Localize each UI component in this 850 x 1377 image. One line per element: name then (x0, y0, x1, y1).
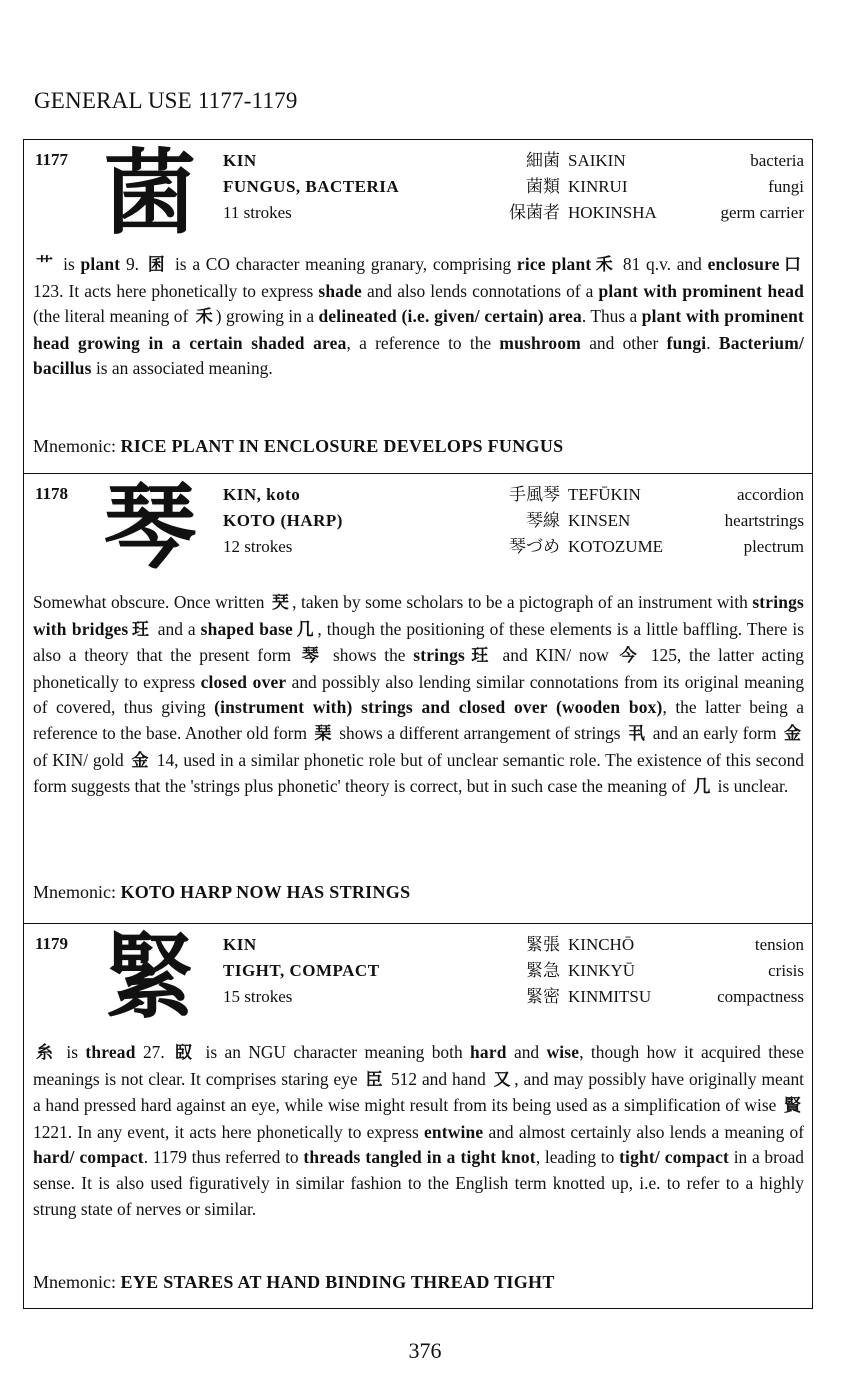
compound-kanji: 手風琴 (509, 485, 560, 505)
compound-kanji: 保菌者 (509, 203, 560, 223)
mnemonic (33, 1272, 555, 1293)
compound-romaji: KINMITSU (568, 987, 652, 1006)
compound-list (482, 932, 804, 1010)
headword-kanji: 緊 (103, 924, 196, 1031)
compound-romaji: KINSEN (568, 511, 631, 530)
entry-meta (223, 482, 343, 560)
compound-kanji: 緊密 (526, 987, 560, 1007)
compound-kanji: 緊急 (526, 961, 560, 981)
compound-kanji: 緊張 (526, 935, 560, 955)
compound-gloss: heartstrings (724, 511, 804, 530)
mnemonic-label: Mnemonic: (33, 882, 116, 902)
meaning: TIGHT, COMPACT (223, 961, 380, 980)
headword-kanji: 琴 (103, 474, 196, 581)
reading: KIN, koto (223, 485, 301, 504)
headword-kanji: 菌 (103, 140, 196, 247)
entry-1178 (24, 474, 812, 924)
stroke-count: 11 strokes (223, 203, 292, 222)
compound-romaji: KOTOZUME (568, 537, 664, 556)
compound-gloss: plectrum (743, 537, 804, 556)
mnemonic-label: Mnemonic: (33, 1272, 116, 1292)
compound-gloss: bacteria (750, 151, 804, 170)
mnemonic-text: KOTO HARP NOW HAS STRINGS (120, 882, 411, 902)
entry-1177 (24, 140, 812, 474)
entry-1179 (24, 924, 812, 1308)
compound-row (482, 200, 804, 226)
entry-explanation: 艹 is plant 9. 囷 is a CO character meaning granary, comprising rice plant 禾 81 q.v. and enclosure 口 123. It acts here phonetically to express shade and also lends connotations of a plant with prominent head (the literal meaning of 禾 ) growing in a delineated (i.e. given/ certain) area. Thus a plant with prominent head growing in a certain shaded area, a reference to the mushroom and other fungi. Bacterium/ bacillus is an associated meaning. (33, 254, 805, 379)
mnemonic (33, 882, 410, 903)
compound-romaji: KINKYŪ (568, 961, 636, 980)
compound-romaji: HOKINSHA (568, 203, 657, 222)
meaning: FUNGUS, BACTERIA (223, 177, 400, 196)
stroke-count: 15 strokes (223, 987, 293, 1006)
entry-meta (223, 932, 380, 1010)
mnemonic-text: EYE STARES AT HAND BINDING THREAD TIGHT (120, 1272, 555, 1292)
compound-romaji: KINCHŌ (568, 935, 635, 954)
compound-row (482, 534, 804, 560)
page-header: GENERAL USE 1177-1179 (34, 88, 298, 113)
compound-list (482, 482, 804, 560)
compound-row (482, 984, 804, 1010)
reading: KIN (223, 935, 257, 954)
compound-romaji: SAIKIN (568, 151, 626, 170)
entry-number: 1179 (35, 934, 69, 953)
entry-explanation: Somewhat obscure. Once written 珡 , taken by some scholars to be a pictograph of an instrument with strings with bridges 玨 and a shaped base 几 , though the positioning of these elements is a little baffling. There is also a theory that the present form 琴 shows the strings 玨 and KIN/ now 今 125, the latter acting phonetically to express closed over and possibly also lending similar connotations from its original meaning of covered, thus giving (instrument with) strings and closed over (wooden box), the latter being a reference to the base. Another old form 琹 shows a different arrangement of strings 丮 and an early form 金 of KIN/ gold 金 14, used in a similar phonetic role but of unclear semantic role. The existence of this second form suggests that the 'strings plus phonetic' theory is correct, but in such case the meaning of 几 is unclear. (33, 592, 805, 798)
compound-kanji: 琴づめ (509, 537, 560, 557)
entries-frame (23, 139, 813, 1309)
compound-gloss: accordion (736, 485, 804, 504)
compound-row (482, 932, 804, 958)
entry-meta (223, 148, 399, 226)
compound-list (482, 148, 804, 226)
stroke-count: 12 strokes (223, 537, 293, 556)
compound-gloss: crisis (768, 961, 804, 980)
compound-row (482, 958, 804, 984)
meaning: KOTO (HARP) (223, 511, 343, 530)
compound-row (482, 148, 804, 174)
page-number: 376 (408, 1338, 442, 1363)
entry-number: 1178 (35, 484, 69, 503)
reading: KIN (223, 151, 257, 170)
compound-row (482, 508, 804, 534)
entry-explanation: 糸 is thread 27. 臤 is an NGU character meaning both hard and wise, though how it acquired these meanings is not clear. It comprises staring eye 臣 512 and hand 又 , and may possibly have originally meant a hand pressed hard against an eye, while wise might result from its being used as a simplification of wise 賢 1221. In any event, it acts here phonetically to express entwine and almost certainly also lends a meaning of hard/ compact. 1179 thus referred to threads tangled in a tight knot, leading to tight/ compact in a broad sense. It is also used figuratively in similar fashion to the English term knotted up, i.e. to refer to a highly strung state of nerves or similar. (33, 1042, 805, 1219)
compound-kanji: 菌類 (526, 177, 560, 197)
compound-row (482, 482, 804, 508)
compound-row (482, 174, 804, 200)
compound-gloss: tension (754, 935, 804, 954)
mnemonic-label: Mnemonic: (33, 436, 116, 456)
compound-gloss: compactness (717, 987, 804, 1006)
mnemonic (33, 436, 563, 457)
compound-kanji: 細菌 (526, 151, 560, 171)
compound-gloss: germ carrier (720, 203, 804, 222)
mnemonic-text: RICE PLANT IN ENCLOSURE DEVELOPS FUNGUS (120, 436, 564, 456)
compound-gloss: fungi (768, 177, 804, 196)
compound-kanji: 琴線 (526, 511, 560, 531)
compound-romaji: TEFŪKIN (568, 485, 641, 504)
entry-number: 1177 (35, 150, 69, 169)
compound-romaji: KINRUI (568, 177, 628, 196)
